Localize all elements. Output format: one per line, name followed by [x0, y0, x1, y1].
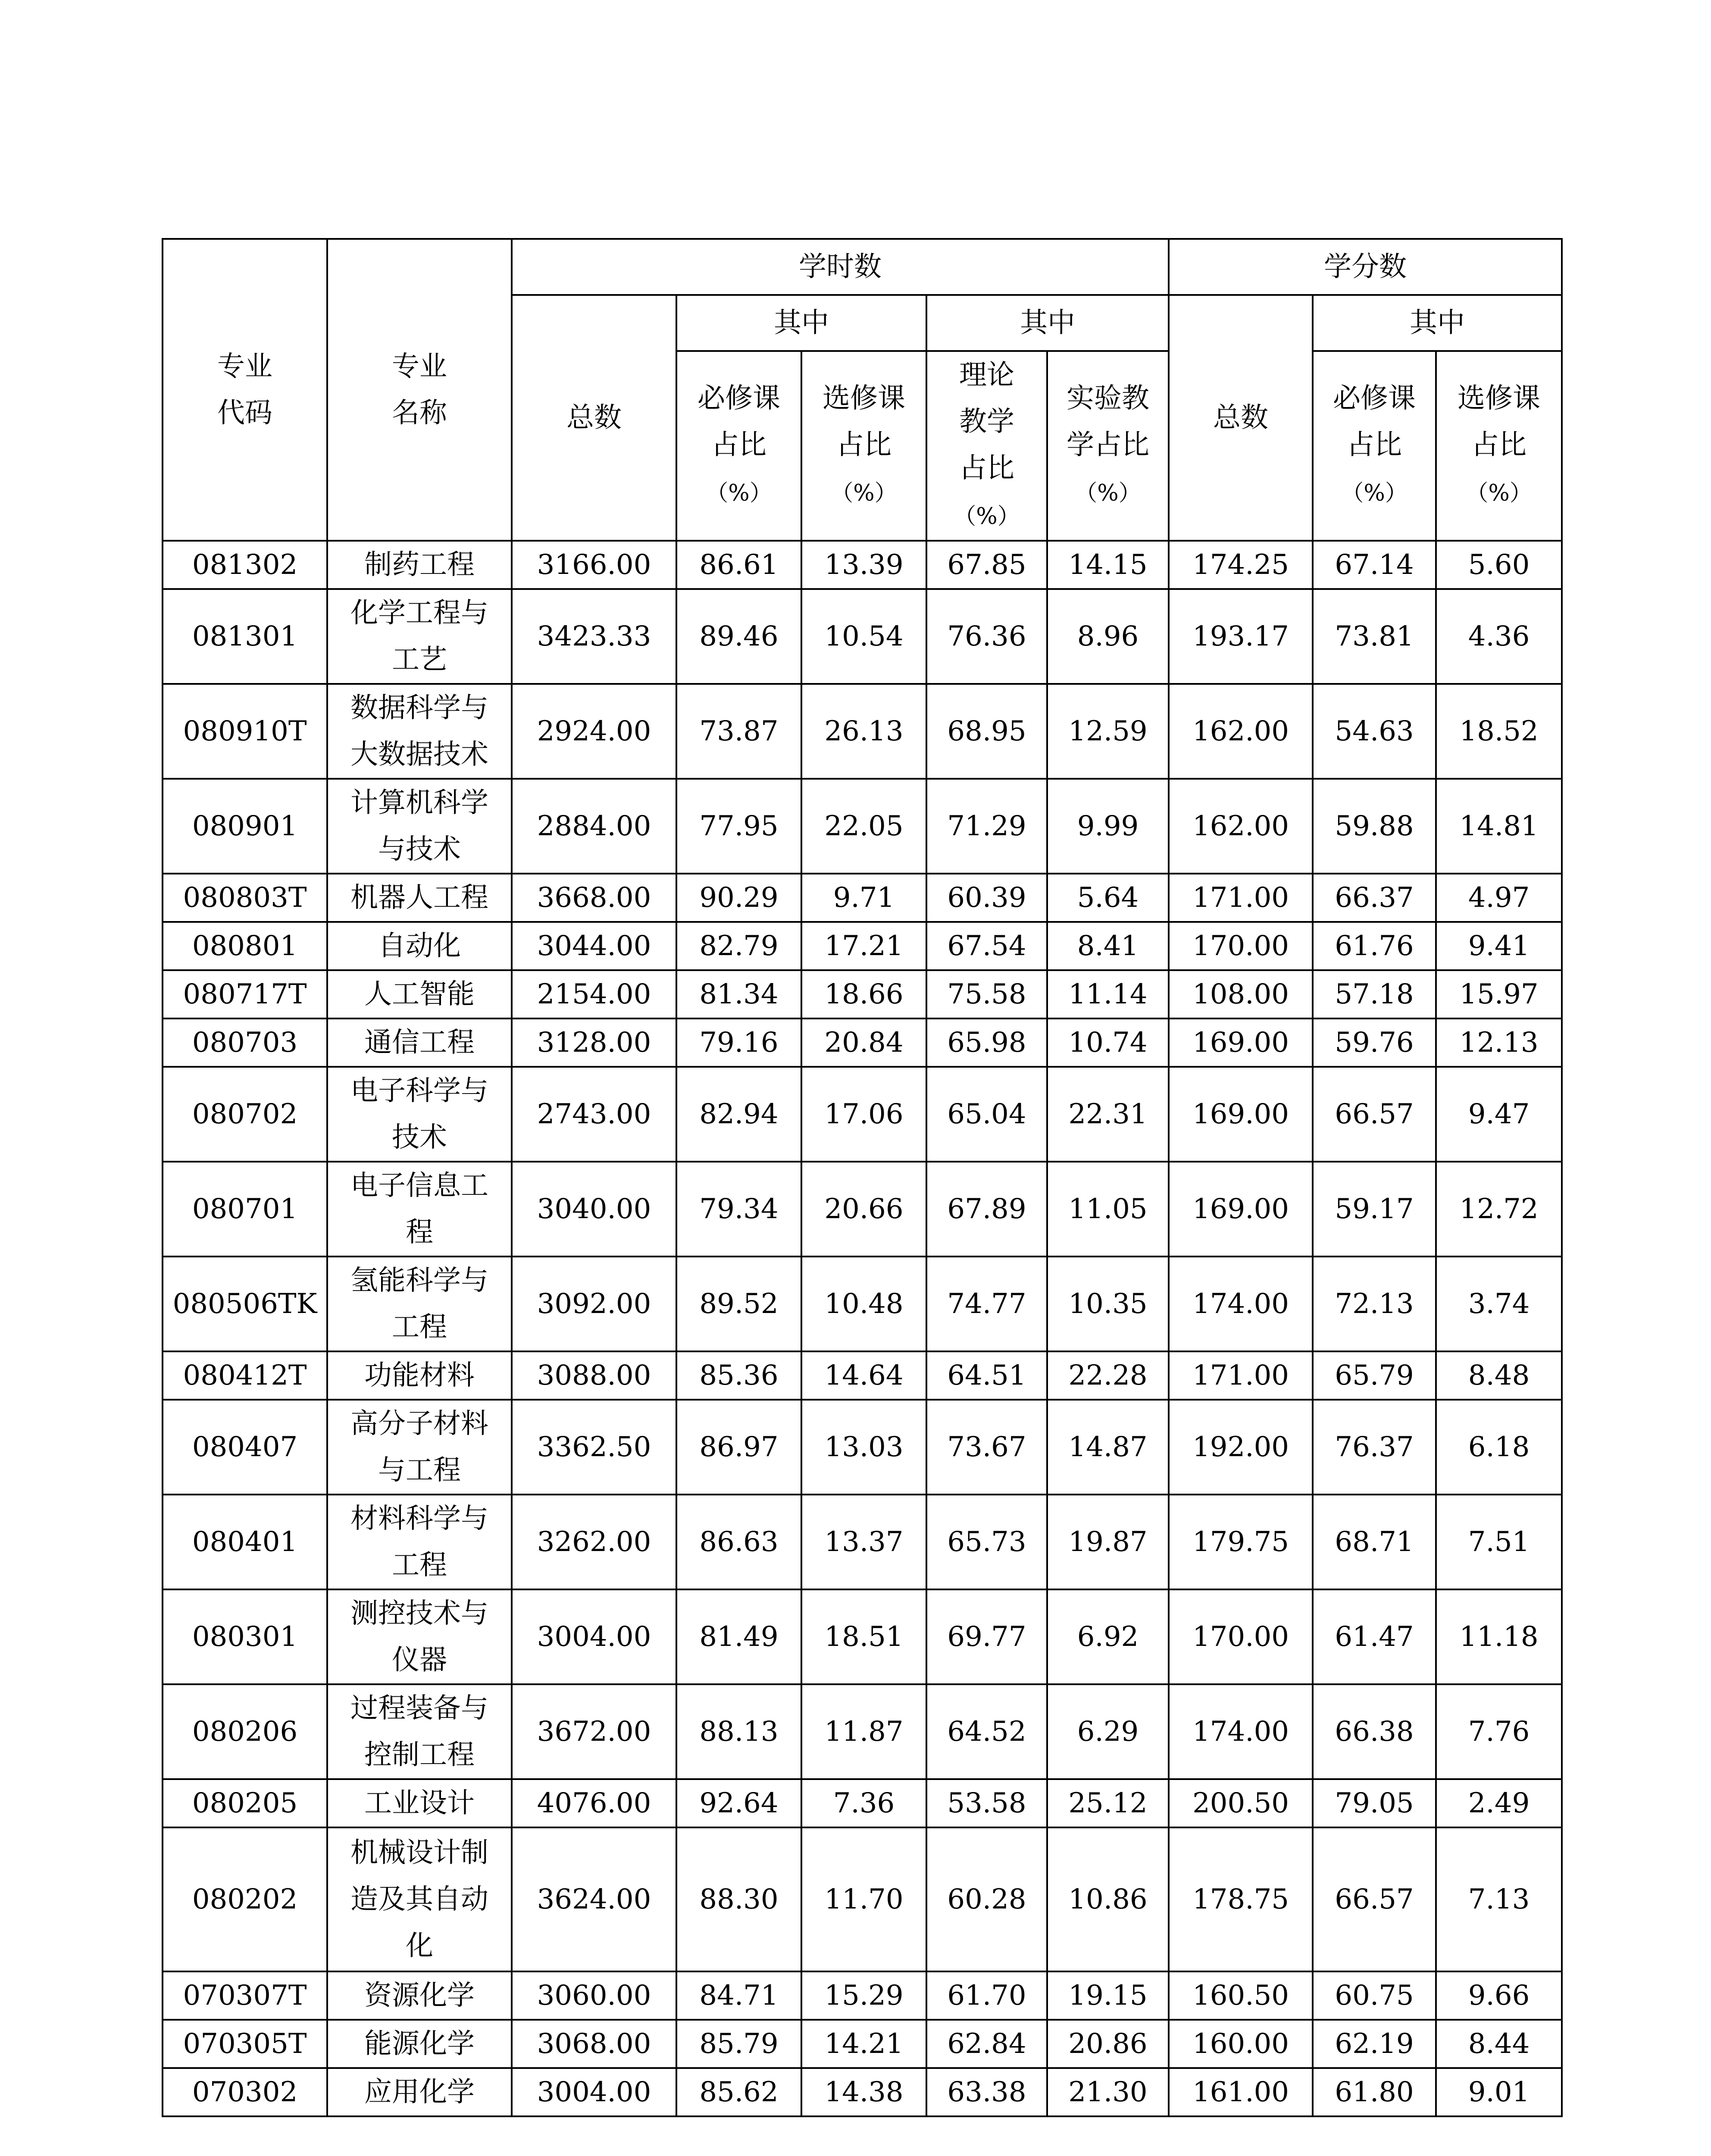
table-row: [163, 541, 1562, 589]
cell-required-credits-pct: 66.57: [1313, 1827, 1436, 1971]
cell-total-hours: 4076.00: [512, 1779, 676, 1827]
cell-experiment-pct: 11.05: [1047, 1162, 1169, 1257]
cell-elective-hours-pct: 11.70: [801, 1827, 926, 1971]
cell-elective-hours-pct: 13.39: [801, 541, 926, 589]
cell-required-credits-pct: 76.37: [1313, 1400, 1436, 1495]
cell-required-credits-pct: 54.63: [1313, 684, 1436, 779]
cell-elective-hours-pct: 26.13: [801, 684, 926, 779]
cell-elective-credits-pct: 8.48: [1436, 1351, 1562, 1400]
table-row: [163, 1067, 1562, 1162]
major-name-text: 应用化学: [364, 2076, 475, 2108]
header-code-text: 专业代码: [217, 351, 272, 429]
cell-elective-credits-pct: 18.52: [1436, 684, 1562, 779]
major-name-text: 过程装备与控制工程: [350, 1692, 488, 1771]
cell-experiment-pct: 14.15: [1047, 541, 1169, 589]
cell-name: [327, 589, 512, 684]
cell-required-hours-pct: 82.79: [676, 922, 801, 970]
cell-theory-pct: 65.04: [926, 1067, 1047, 1162]
cell-elective-hours-pct: 14.38: [801, 2068, 926, 2116]
cell-experiment-pct: 22.31: [1047, 1067, 1169, 1162]
cell-total-credits: 170.00: [1169, 922, 1313, 970]
cell-elective-hours-pct: 20.84: [801, 1018, 926, 1067]
header-required-credits-text: 必修课占比: [1333, 382, 1416, 461]
cell-total-credits: 200.50: [1169, 1779, 1313, 1827]
cell-elective-credits-pct: 9.47: [1436, 1067, 1562, 1162]
cell-elective-credits-pct: 7.76: [1436, 1684, 1562, 1779]
cell-total-hours: 3672.00: [512, 1684, 676, 1779]
major-name-text: 数据科学与大数据技术: [350, 692, 488, 771]
major-name-text: 电子信息工程: [350, 1170, 488, 1248]
major-name-text: 化学工程与工艺: [350, 597, 488, 676]
cell-total-hours: 2924.00: [512, 684, 676, 779]
cell-total-credits: 171.00: [1169, 1351, 1313, 1400]
cell-experiment-pct: 9.99: [1047, 779, 1169, 874]
cell-elective-credits-pct: 6.18: [1436, 1400, 1562, 1495]
cell-code: 070307T: [163, 1971, 327, 2020]
header-theory-text: 理论教学占比: [959, 359, 1014, 484]
major-name-text: 材料科学与工程: [350, 1503, 488, 1581]
cell-experiment-pct: 6.29: [1047, 1684, 1169, 1779]
cell-required-hours-pct: 85.36: [676, 1351, 801, 1400]
header-pct: （%）: [706, 480, 772, 506]
cell-experiment-pct: 14.87: [1047, 1400, 1169, 1495]
header-pct: （%）: [1341, 480, 1408, 506]
cell-code: 080412T: [163, 1351, 327, 1400]
cell-code: 080901: [163, 779, 327, 874]
cell-total-hours: 2884.00: [512, 779, 676, 874]
cell-experiment-pct: 11.14: [1047, 970, 1169, 1018]
cell-name: [327, 922, 512, 970]
table-row: [163, 1779, 1562, 1827]
cell-elective-hours-pct: 18.66: [801, 970, 926, 1018]
cell-required-hours-pct: 85.62: [676, 2068, 801, 2116]
cell-required-credits-pct: 59.76: [1313, 1018, 1436, 1067]
cell-experiment-pct: 6.92: [1047, 1589, 1169, 1684]
cell-code: 081301: [163, 589, 327, 684]
cell-code: 080407: [163, 1400, 327, 1495]
major-name-text: 能源化学: [364, 2028, 475, 2060]
cell-code: 080401: [163, 1495, 327, 1589]
cell-total-hours: 3423.33: [512, 589, 676, 684]
cell-experiment-pct: 10.74: [1047, 1018, 1169, 1067]
cell-required-hours-pct: 92.64: [676, 1779, 801, 1827]
cell-required-credits-pct: 59.88: [1313, 779, 1436, 874]
header-hours-of-which-2: 其中: [926, 295, 1169, 351]
cell-theory-pct: 60.28: [926, 1827, 1047, 1971]
cell-experiment-pct: 22.28: [1047, 1351, 1169, 1400]
cell-name: [327, 874, 512, 922]
cell-name: [327, 1495, 512, 1589]
cell-required-hours-pct: 82.94: [676, 1067, 801, 1162]
cell-theory-pct: 63.38: [926, 2068, 1047, 2116]
cell-total-hours: 3262.00: [512, 1495, 676, 1589]
cell-required-credits-pct: 59.17: [1313, 1162, 1436, 1257]
cell-elective-credits-pct: 5.60: [1436, 541, 1562, 589]
cell-elective-hours-pct: 20.66: [801, 1162, 926, 1257]
header-hours-group: 学时数: [512, 239, 1169, 295]
cell-name: [327, 684, 512, 779]
major-name-text: 计算机科学与技术: [350, 787, 488, 865]
major-name-text: 通信工程: [364, 1027, 475, 1059]
cell-code: 080202: [163, 1827, 327, 1971]
header-elective-hours-text: 选修课占比: [823, 382, 905, 461]
cell-required-hours-pct: 73.87: [676, 684, 801, 779]
cell-name: [327, 1351, 512, 1400]
curriculum-table: [162, 238, 1563, 2117]
cell-total-credits: 178.75: [1169, 1827, 1313, 1971]
cell-elective-hours-pct: 9.71: [801, 874, 926, 922]
major-name-text: 功能材料: [364, 1360, 475, 1391]
table-row: [163, 1400, 1562, 1495]
cell-total-hours: 3004.00: [512, 2068, 676, 2116]
major-name-text: 机器人工程: [350, 882, 488, 914]
cell-required-hours-pct: 89.46: [676, 589, 801, 684]
cell-theory-pct: 65.98: [926, 1018, 1047, 1067]
cell-name: [327, 1684, 512, 1779]
cell-required-hours-pct: 84.71: [676, 1971, 801, 2020]
cell-experiment-pct: 8.41: [1047, 922, 1169, 970]
header-credits-group: 学分数: [1169, 239, 1562, 295]
cell-required-credits-pct: 73.81: [1313, 589, 1436, 684]
cell-name: [327, 1827, 512, 1971]
cell-total-credits: 160.50: [1169, 1971, 1313, 2020]
cell-required-hours-pct: 88.30: [676, 1827, 801, 1971]
cell-elective-credits-pct: 4.97: [1436, 874, 1562, 922]
cell-experiment-pct: 19.15: [1047, 1971, 1169, 2020]
table-row: [163, 874, 1562, 922]
header-pct: （%）: [831, 480, 897, 506]
major-name-text: 测控技术与仪器: [350, 1598, 488, 1676]
header-pct: （%）: [954, 504, 1020, 530]
cell-total-hours: 3044.00: [512, 922, 676, 970]
table-row: [163, 1162, 1562, 1257]
cell-code: 080205: [163, 1779, 327, 1827]
cell-required-credits-pct: 66.57: [1313, 1067, 1436, 1162]
cell-theory-pct: 65.73: [926, 1495, 1047, 1589]
cell-total-credits: 160.00: [1169, 2020, 1313, 2068]
table-row: [163, 1018, 1562, 1067]
cell-name: [327, 1971, 512, 2020]
cell-required-hours-pct: 77.95: [676, 779, 801, 874]
cell-code: 080910T: [163, 684, 327, 779]
cell-required-hours-pct: 85.79: [676, 2020, 801, 2068]
header-code: [163, 239, 327, 541]
cell-elective-credits-pct: 11.18: [1436, 1589, 1562, 1684]
cell-required-hours-pct: 90.29: [676, 874, 801, 922]
cell-required-credits-pct: 60.75: [1313, 1971, 1436, 2020]
header-name: [327, 239, 512, 541]
cell-theory-pct: 67.85: [926, 541, 1047, 589]
cell-name: [327, 541, 512, 589]
cell-elective-credits-pct: 2.49: [1436, 1779, 1562, 1827]
cell-experiment-pct: 8.96: [1047, 589, 1169, 684]
cell-elective-hours-pct: 14.21: [801, 2020, 926, 2068]
cell-total-hours: 3128.00: [512, 1018, 676, 1067]
cell-required-hours-pct: 88.13: [676, 1684, 801, 1779]
cell-theory-pct: 64.51: [926, 1351, 1047, 1400]
cell-total-hours: 3362.50: [512, 1400, 676, 1495]
major-name-text: 电子科学与技术: [350, 1075, 488, 1153]
cell-theory-pct: 62.84: [926, 2020, 1047, 2068]
header-theory: [926, 351, 1047, 541]
cell-total-hours: 3068.00: [512, 2020, 676, 2068]
table-row: [163, 2020, 1562, 2068]
cell-elective-hours-pct: 13.37: [801, 1495, 926, 1589]
cell-code: 080717T: [163, 970, 327, 1018]
cell-code: 080702: [163, 1067, 327, 1162]
cell-elective-credits-pct: 9.01: [1436, 2068, 1562, 2116]
table-row: [163, 1589, 1562, 1684]
cell-required-credits-pct: 67.14: [1313, 541, 1436, 589]
cell-total-credits: 171.00: [1169, 874, 1313, 922]
cell-code: 081302: [163, 541, 327, 589]
cell-total-hours: 3060.00: [512, 1971, 676, 2020]
cell-elective-credits-pct: 12.72: [1436, 1162, 1562, 1257]
header-hours-total: 总数: [512, 295, 676, 541]
cell-name: [327, 779, 512, 874]
cell-elective-credits-pct: 15.97: [1436, 970, 1562, 1018]
header-elective-credits: [1436, 351, 1562, 541]
cell-total-hours: 3088.00: [512, 1351, 676, 1400]
cell-name: [327, 1589, 512, 1684]
cell-total-hours: 2154.00: [512, 970, 676, 1018]
table-row: [163, 1257, 1562, 1351]
cell-name: [327, 970, 512, 1018]
header-pct: （%）: [1075, 480, 1141, 506]
cell-elective-credits-pct: 12.13: [1436, 1018, 1562, 1067]
cell-required-credits-pct: 57.18: [1313, 970, 1436, 1018]
cell-total-credits: 108.00: [1169, 970, 1313, 1018]
cell-total-credits: 169.00: [1169, 1162, 1313, 1257]
cell-required-hours-pct: 86.63: [676, 1495, 801, 1589]
cell-experiment-pct: 10.86: [1047, 1827, 1169, 1971]
table-row: [163, 589, 1562, 684]
cell-total-hours: 3668.00: [512, 874, 676, 922]
cell-required-hours-pct: 79.16: [676, 1018, 801, 1067]
cell-required-hours-pct: 79.34: [676, 1162, 801, 1257]
cell-required-credits-pct: 61.80: [1313, 2068, 1436, 2116]
cell-total-credits: 170.00: [1169, 1589, 1313, 1684]
cell-theory-pct: 60.39: [926, 874, 1047, 922]
cell-total-hours: 3166.00: [512, 541, 676, 589]
table-row: [163, 1971, 1562, 2020]
cell-elective-credits-pct: 3.74: [1436, 1257, 1562, 1351]
cell-elective-hours-pct: 10.54: [801, 589, 926, 684]
major-name-text: 资源化学: [364, 1980, 475, 2012]
table-row: [163, 684, 1562, 779]
table-row: [163, 970, 1562, 1018]
header-elective-hours: [801, 351, 926, 541]
cell-required-hours-pct: 86.97: [676, 1400, 801, 1495]
cell-elective-credits-pct: 14.81: [1436, 779, 1562, 874]
cell-theory-pct: 75.58: [926, 970, 1047, 1018]
major-name-text: 人工智能: [364, 978, 475, 1010]
header-hours-of-which-1: 其中: [676, 295, 926, 351]
cell-theory-pct: 68.95: [926, 684, 1047, 779]
cell-total-credits: 161.00: [1169, 2068, 1313, 2116]
major-name-text: 自动化: [378, 930, 461, 962]
cell-total-credits: 169.00: [1169, 1018, 1313, 1067]
cell-name: [327, 1257, 512, 1351]
cell-elective-credits-pct: 9.41: [1436, 922, 1562, 970]
cell-code: 080206: [163, 1684, 327, 1779]
header-elective-credits-text: 选修课占比: [1458, 382, 1541, 461]
cell-elective-hours-pct: 17.21: [801, 922, 926, 970]
cell-required-credits-pct: 66.37: [1313, 874, 1436, 922]
cell-name: [327, 2020, 512, 2068]
cell-name: [327, 1400, 512, 1495]
table-row: [163, 1495, 1562, 1589]
cell-elective-credits-pct: 8.44: [1436, 2020, 1562, 2068]
major-name-text: 工业设计: [364, 1787, 475, 1819]
cell-required-credits-pct: 62.19: [1313, 2020, 1436, 2068]
cell-total-hours: 3004.00: [512, 1589, 676, 1684]
header-credits-total: 总数: [1169, 295, 1313, 541]
major-name-text: 高分子材料与工程: [350, 1408, 488, 1486]
cell-experiment-pct: 5.64: [1047, 874, 1169, 922]
cell-theory-pct: 53.58: [926, 1779, 1047, 1827]
cell-theory-pct: 67.89: [926, 1162, 1047, 1257]
cell-name: [327, 1162, 512, 1257]
cell-theory-pct: 71.29: [926, 779, 1047, 874]
cell-theory-pct: 73.67: [926, 1400, 1047, 1495]
cell-required-hours-pct: 81.34: [676, 970, 801, 1018]
cell-total-hours: 2743.00: [512, 1067, 676, 1162]
cell-theory-pct: 74.77: [926, 1257, 1047, 1351]
cell-required-credits-pct: 79.05: [1313, 1779, 1436, 1827]
cell-code: 070305T: [163, 2020, 327, 2068]
cell-code: 080506TK: [163, 1257, 327, 1351]
cell-code: 080703: [163, 1018, 327, 1067]
cell-total-credits: 174.00: [1169, 1684, 1313, 1779]
cell-elective-credits-pct: 7.51: [1436, 1495, 1562, 1589]
cell-required-credits-pct: 72.13: [1313, 1257, 1436, 1351]
cell-theory-pct: 61.70: [926, 1971, 1047, 2020]
header-experiment-text: 实验教学占比: [1067, 382, 1150, 461]
cell-elective-hours-pct: 13.03: [801, 1400, 926, 1495]
table-body: [163, 541, 1562, 2116]
cell-code: 080801: [163, 922, 327, 970]
cell-name: [327, 1067, 512, 1162]
header-pct: （%）: [1466, 480, 1532, 506]
cell-total-credits: 169.00: [1169, 1067, 1313, 1162]
table-row: [163, 922, 1562, 970]
cell-total-credits: 174.25: [1169, 541, 1313, 589]
table-row: [163, 1827, 1562, 1971]
cell-required-credits-pct: 61.76: [1313, 922, 1436, 970]
cell-name: [327, 1779, 512, 1827]
cell-elective-hours-pct: 22.05: [801, 779, 926, 874]
table-row: [163, 1351, 1562, 1400]
cell-name: [327, 2068, 512, 2116]
cell-total-credits: 162.00: [1169, 779, 1313, 874]
major-name-text: 制药工程: [364, 549, 475, 581]
cell-total-credits: 193.17: [1169, 589, 1313, 684]
cell-elective-hours-pct: 17.06: [801, 1067, 926, 1162]
cell-elective-hours-pct: 10.48: [801, 1257, 926, 1351]
cell-elective-hours-pct: 14.64: [801, 1351, 926, 1400]
cell-elective-hours-pct: 18.51: [801, 1589, 926, 1684]
major-name-text: 氢能科学与工程: [350, 1265, 488, 1343]
header-required-credits: [1313, 351, 1436, 541]
cell-elective-hours-pct: 7.36: [801, 1779, 926, 1827]
header-required-hours: [676, 351, 801, 541]
cell-experiment-pct: 25.12: [1047, 1779, 1169, 1827]
cell-total-hours: 3092.00: [512, 1257, 676, 1351]
cell-required-credits-pct: 68.71: [1313, 1495, 1436, 1589]
cell-theory-pct: 67.54: [926, 922, 1047, 970]
header-experiment: [1047, 351, 1169, 541]
cell-required-hours-pct: 81.49: [676, 1589, 801, 1684]
cell-total-credits: 192.00: [1169, 1400, 1313, 1495]
cell-theory-pct: 69.77: [926, 1589, 1047, 1684]
cell-elective-credits-pct: 7.13: [1436, 1827, 1562, 1971]
cell-required-credits-pct: 61.47: [1313, 1589, 1436, 1684]
header-name-text: 专业名称: [392, 351, 447, 429]
header-credits-of-which: 其中: [1313, 295, 1562, 351]
cell-theory-pct: 76.36: [926, 589, 1047, 684]
cell-required-hours-pct: 86.61: [676, 541, 801, 589]
cell-experiment-pct: 10.35: [1047, 1257, 1169, 1351]
cell-total-credits: 162.00: [1169, 684, 1313, 779]
cell-experiment-pct: 19.87: [1047, 1495, 1169, 1589]
cell-code: 080301: [163, 1589, 327, 1684]
cell-name: [327, 1018, 512, 1067]
cell-theory-pct: 64.52: [926, 1684, 1047, 1779]
header-required-hours-text: 必修课占比: [698, 382, 780, 461]
table-row: [163, 2068, 1562, 2116]
cell-experiment-pct: 21.30: [1047, 2068, 1169, 2116]
cell-total-hours: 3624.00: [512, 1827, 676, 1971]
cell-elective-credits-pct: 9.66: [1436, 1971, 1562, 2020]
cell-total-credits: 179.75: [1169, 1495, 1313, 1589]
cell-experiment-pct: 20.86: [1047, 2020, 1169, 2068]
cell-total-credits: 174.00: [1169, 1257, 1313, 1351]
cell-total-hours: 3040.00: [512, 1162, 676, 1257]
cell-elective-hours-pct: 11.87: [801, 1684, 926, 1779]
table-row: [163, 779, 1562, 874]
cell-experiment-pct: 12.59: [1047, 684, 1169, 779]
cell-required-hours-pct: 89.52: [676, 1257, 801, 1351]
table-row: [163, 1684, 1562, 1779]
cell-required-credits-pct: 66.38: [1313, 1684, 1436, 1779]
major-name-text: 机械设计制造及其自动化: [350, 1837, 488, 1962]
cell-code: 070302: [163, 2068, 327, 2116]
cell-code: 080803T: [163, 874, 327, 922]
cell-elective-hours-pct: 15.29: [801, 1971, 926, 2020]
cell-elective-credits-pct: 4.36: [1436, 589, 1562, 684]
cell-code: 080701: [163, 1162, 327, 1257]
cell-required-credits-pct: 65.79: [1313, 1351, 1436, 1400]
